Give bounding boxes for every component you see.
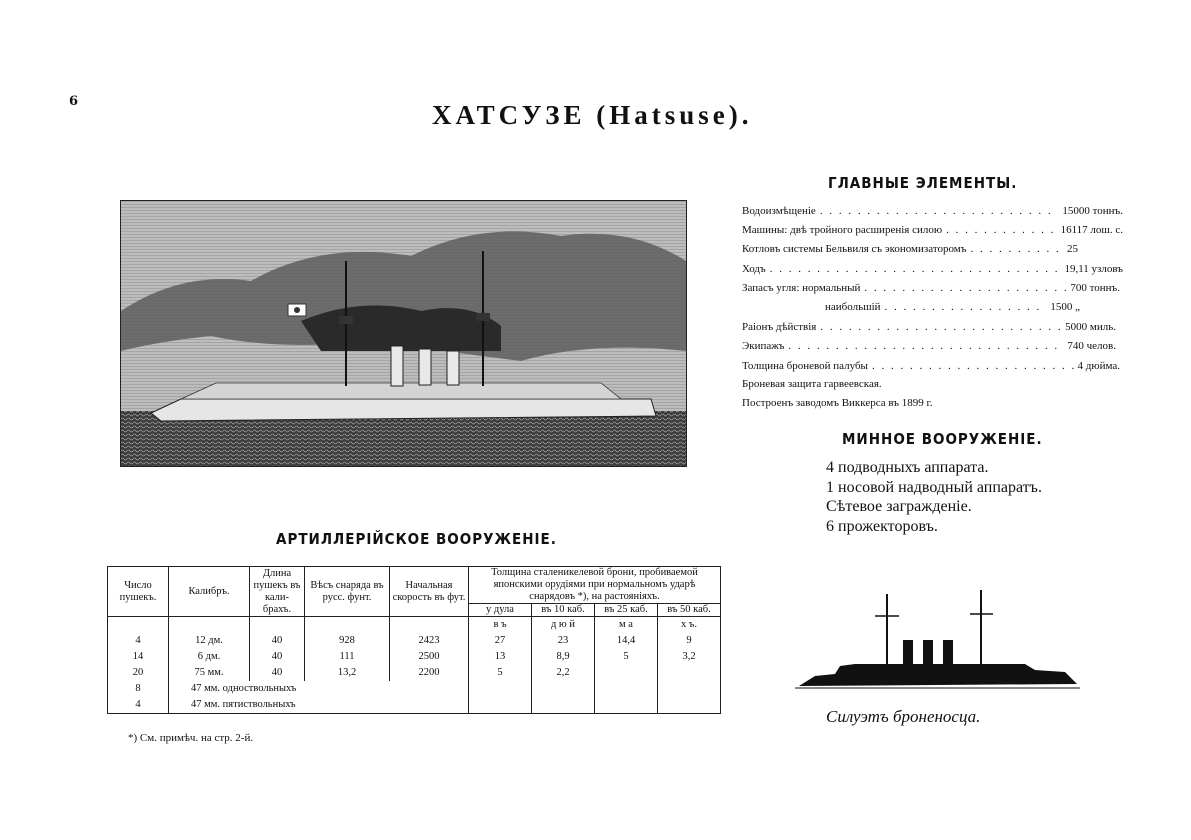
col-count: Число пушекъ. xyxy=(108,567,169,617)
table-row xyxy=(108,697,721,714)
spec-value: 4 дюйма. xyxy=(1077,360,1120,372)
spec-row xyxy=(742,279,1120,297)
table-row xyxy=(108,665,721,681)
spec-value: 740 челов. xyxy=(1067,340,1116,352)
artillery-heading: АРТИЛЛЕРІЙСКОЕ ВООРУЖЕНІЕ. xyxy=(276,530,557,548)
spec-label: Запасъ угля: нормальный xyxy=(742,282,861,294)
cell-d0: 13 xyxy=(469,649,532,665)
col-velocity: Начальная скорость въ фут. xyxy=(390,567,469,617)
cell-d10: 2,2 xyxy=(532,665,595,681)
cell-length: 40 xyxy=(250,633,305,649)
cell-velocity: 2423 xyxy=(390,633,469,649)
unit-cell: д ю й xyxy=(532,617,595,634)
cell-shell: 111 xyxy=(305,649,390,665)
spec-row xyxy=(825,298,1080,316)
col-d50: въ 50 каб. xyxy=(658,604,721,617)
mine-armament-heading: МИННОЕ ВООРУЖЕНІЕ. xyxy=(842,430,1043,448)
cell-d0: 27 xyxy=(469,633,532,649)
col-penetration: Толщина сталеникелевой брони, пробиваемой японскими орудіями при нормальномъ ударѣ снарядовъ *), на растояніяхъ. xyxy=(469,567,721,604)
spec-row xyxy=(742,260,1123,278)
page-number: 6 xyxy=(69,94,79,109)
cell-d25: 5 xyxy=(595,649,658,665)
cell-d10: 8,9 xyxy=(532,649,595,665)
col-d0: у дула xyxy=(469,604,532,617)
spec-value: 15000 тоннъ. xyxy=(1062,205,1123,217)
unit-cell: в ъ xyxy=(469,617,532,634)
spec-label: Толщина броневой палубы xyxy=(742,360,868,372)
cell-count: 4 xyxy=(108,697,169,714)
cell-d10: 23 xyxy=(532,633,595,649)
spec-value: 25 xyxy=(1067,243,1078,255)
mine-item: 4 подводныхъ аппарата. xyxy=(826,459,989,476)
col-length: Длина пушекъ въ кали-брахъ. xyxy=(250,567,305,617)
spec-value: 16117 лош. с. xyxy=(1060,224,1123,236)
cell-count: 20 xyxy=(108,665,169,681)
spec-value: 1500 „ xyxy=(1050,301,1080,313)
col-d10: въ 10 каб. xyxy=(532,604,595,617)
cell-length: 40 xyxy=(250,649,305,665)
spec-row xyxy=(742,337,1116,355)
main-elements-heading: ГЛАВНЫЕ ЭЛЕМЕНТЫ. xyxy=(828,174,1018,192)
cell-d0: 5 xyxy=(469,665,532,681)
col-caliber: Калибръ. xyxy=(169,567,250,617)
cell-d50: 3,2 xyxy=(658,649,721,665)
cell-shell: 928 xyxy=(305,633,390,649)
cell-velocity: 2200 xyxy=(390,665,469,681)
mine-item: 1 носовой надводный аппаратъ. xyxy=(826,479,1042,496)
mine-item: 6 прожекторовъ. xyxy=(826,518,938,535)
footnote: *) См. примѣч. на стр. 2-й. xyxy=(128,732,254,744)
unit-row xyxy=(108,617,721,634)
spec-label: Котловъ системы Бельвиля съ экономизаторомъ xyxy=(742,243,967,255)
cell-velocity: 2500 xyxy=(390,649,469,665)
unit-cell: м а xyxy=(595,617,658,634)
spec-label: Раіонъ дѣйствія xyxy=(742,321,817,333)
cell-caliber: 75 мм. xyxy=(169,665,250,681)
armor-note: Броневая защита гарвеевская. xyxy=(742,378,882,390)
cell-d25: 14,4 xyxy=(595,633,658,649)
spec-row xyxy=(742,202,1123,220)
cell-caliber: 47 мм. одноствольныхъ xyxy=(169,681,469,697)
spec-row xyxy=(742,318,1116,336)
table-row xyxy=(108,633,721,649)
cell-caliber: 12 дм. xyxy=(169,633,250,649)
cell-count: 14 xyxy=(108,649,169,665)
cell-d50 xyxy=(658,665,721,681)
mine-item: Сѣтевое загражденіе. xyxy=(826,498,972,515)
cell-length: 40 xyxy=(250,665,305,681)
spec-label: наибольшій xyxy=(825,301,881,313)
spec-row xyxy=(742,221,1123,239)
cell-shell: 13,2 xyxy=(305,665,390,681)
spec-row xyxy=(742,240,1078,258)
cell-caliber: 47 мм. пятиствольныхъ xyxy=(169,697,469,714)
spec-label: Машины: двѣ тройного расширенія силою xyxy=(742,224,943,236)
ship-illustration xyxy=(120,200,687,467)
col-d25: въ 25 каб. xyxy=(595,604,658,617)
silhouette-caption: Силуэтъ броненосца. xyxy=(826,707,981,726)
table-row xyxy=(108,681,721,697)
cell-caliber: 6 дм. xyxy=(169,649,250,665)
cell-d50: 9 xyxy=(658,633,721,649)
spec-label: Водоизмѣщеніе xyxy=(742,205,816,217)
spec-value: 5000 миль. xyxy=(1065,321,1116,333)
spec-value: 700 тоннъ. xyxy=(1070,282,1120,294)
col-shell: Вѣсъ снаряда въ русс. фунт. xyxy=(305,567,390,617)
cell-d25 xyxy=(595,665,658,681)
table-row xyxy=(108,649,721,665)
cell-count: 4 xyxy=(108,633,169,649)
page-title: ХАТСУЗЕ (Hatsuse). xyxy=(432,100,753,130)
artillery-table xyxy=(107,566,721,714)
spec-value: 19,11 узловъ xyxy=(1064,263,1123,275)
spec-label: Ходъ xyxy=(742,263,766,275)
ship-silhouette xyxy=(795,588,1080,698)
builder-note: Построенъ заводомъ Виккерса въ 1899 г. xyxy=(742,397,933,409)
cell-count: 8 xyxy=(108,681,169,697)
unit-cell: х ъ. xyxy=(658,617,721,634)
spec-row xyxy=(742,357,1120,375)
spec-label: Экипажъ xyxy=(742,340,785,352)
